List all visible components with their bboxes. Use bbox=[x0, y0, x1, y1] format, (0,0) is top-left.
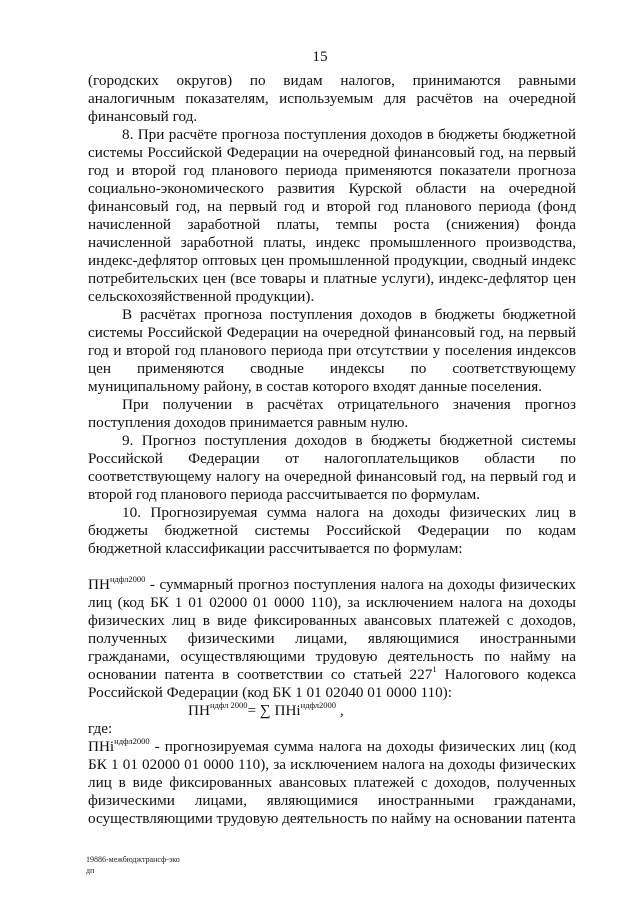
definition-per-item-forecast bbox=[88, 738, 576, 828]
paragraph-9: 9. Прогноз поступления доходов в бюджеты бюджетной системы Российской Федерации от налогоплательщиков области по соответствующему налогу на очередной финансовый год, на первый год и второй год планового периода рассчитывается по формулам. bbox=[88, 432, 576, 503]
definition-text-b: Налогового кодекса Российской Федерации (код БК 1 01 02040 01 0000 110): bbox=[88, 666, 576, 701]
footer-document-code bbox=[86, 854, 180, 876]
paragraph-indexes: В расчётах прогноза поступления доходов в бюджеты бюджетной системы Российской Федерации на очередной финансовый год, на первый год и второй год планового периода при отсутствии у поселения индексов цен применяются сводные индексы по соответствующему муниципальному району, в состав которого входят данные поселения. bbox=[88, 306, 576, 395]
body-text bbox=[88, 72, 576, 828]
paragraph-10: 10. Прогнозируемая сумма налога на доходы физических лиц в бюджеты бюджетной системы Российской Федерации по кодам бюджетной классификации рассчитывается по формулам: bbox=[88, 504, 576, 557]
formula-lhs: ПН bbox=[188, 702, 210, 719]
formula-lhs-superscript: ндфл 2000 bbox=[209, 700, 248, 710]
page-number: 15 bbox=[312, 48, 328, 65]
formula-sum: = ∑ ПНi bbox=[247, 702, 301, 719]
formula-rhs-superscript: ндфл2000 bbox=[300, 700, 337, 710]
paragraph-8: 8. При расчёте прогноза поступления доходов в бюджеты бюджетной системы Российской Федерации на очередной финансовый год, на первый год и второй год планового периода применяются показатели прогноза социально-экономического развития Курской области на очередной финансовый год, на первый год и второй год планового периода (фонд начисленной заработной платы, темпы роста (снижения) фонда начисленной заработной платы, индекс промышленного производства, индекс-дефлятор оптовых цен промышленной продукции, сводный индекс потребительских цен (все товары и платные услуги), индекс-дефлятор цен сельскохозяйственной продукции). bbox=[88, 126, 576, 305]
formula bbox=[88, 702, 576, 720]
formula-tail: , bbox=[336, 702, 344, 719]
footer-line-2: дп bbox=[86, 866, 95, 875]
footer-line-1: 19886-межбюджтрансф-эко bbox=[86, 855, 180, 864]
definition-text-a: - суммарный прогноз поступления налога на доходы физических лиц (код БК 1 01 02000 01 0000 110), за исключением налога на доходы физических лиц в виде фиксированных авансовых платежей с доходов, полученных физическими лицами, являющимися иностранными гражданами, осуществляющими трудовую деятельность по найму на основании патента в соответствии со статьей 227 bbox=[88, 576, 576, 683]
paragraph-negative-value: При получении в расчётах отрицательного значения прогноз поступления доходов принимается равным нулю. bbox=[88, 396, 576, 431]
symbol-pn: ПН bbox=[88, 576, 110, 593]
paragraph-continuation: (городских округов) по видам налогов, принимаются равными аналогичным показателям, используемым для расчётов на очередной финансовый год. bbox=[88, 72, 576, 125]
article-superscript: 1 bbox=[432, 664, 437, 674]
where-label: где: bbox=[88, 720, 113, 737]
symbol-pni: ПНi bbox=[88, 738, 115, 755]
definition-total-forecast bbox=[88, 576, 576, 702]
definition-2-text: - прогнозируемая сумма налога на доходы физических лиц (код БК 1 01 02000 01 0000 110), за исключением налога на доходы физических лиц в виде фиксированных авансовых платежей с доходов, полученных физическими лицами, являющимися иностранными гражданами, осуществляющими трудовую деятельность по найму на основании патента bbox=[88, 738, 576, 827]
symbol-pni-superscript: ндфл2000 bbox=[114, 736, 150, 746]
spacer bbox=[88, 558, 576, 576]
symbol-pn-superscript: ндфл2000 bbox=[109, 574, 146, 584]
